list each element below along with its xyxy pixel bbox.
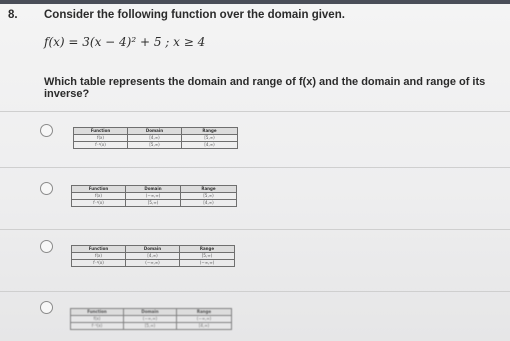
option-d-table: [70, 308, 232, 330]
table-cell: f⁻¹(x): [72, 260, 126, 267]
table-cell: [5,∞): [181, 193, 237, 200]
question-text: Consider the following function over the domain given.: [44, 9, 345, 21]
divider: [0, 229, 510, 230]
table-cell: (−∞,∞): [177, 316, 232, 323]
table-cell: f⁻¹(x): [71, 323, 124, 330]
question-prompt-line-1: Which table represents the domain and range of f(x) and the domain and range of its: [44, 76, 486, 88]
table-cell: f(x): [71, 316, 124, 323]
table-cell: [5,∞): [180, 253, 235, 260]
table-cell: f⁻¹(x): [72, 200, 126, 207]
divider: [0, 291, 510, 292]
table-cell: [5,∞): [126, 200, 181, 207]
option-a-radio[interactable]: [40, 124, 53, 137]
option-c-table: [71, 245, 235, 267]
column-header: Range: [180, 246, 235, 253]
table-cell: [4,∞): [126, 253, 180, 260]
function-formula: f(x) = 3(x − 4)² + 5 ; x ≥ 4: [44, 35, 206, 49]
option-b-table: [71, 185, 237, 207]
table-cell: [5,∞): [124, 323, 177, 330]
top-edge-bar: [0, 0, 510, 4]
table-cell: f(x): [72, 193, 126, 200]
column-header: Function: [74, 128, 128, 135]
table-cell: (−∞,∞): [126, 260, 180, 267]
divider: [0, 167, 510, 168]
column-header: Function: [72, 246, 126, 253]
column-header: Function: [71, 309, 124, 316]
divider: [0, 111, 510, 112]
table-cell: (−∞,∞): [126, 193, 181, 200]
column-header: Range: [181, 186, 237, 193]
option-a-table: [73, 127, 238, 149]
option-b-radio[interactable]: [40, 182, 53, 195]
table-cell: f(x): [72, 253, 126, 260]
table-cell: [4,∞): [177, 323, 232, 330]
table-cell: f⁻¹(x): [74, 142, 128, 149]
question-number: 8.: [8, 9, 18, 21]
table-cell: [5,∞): [182, 135, 238, 142]
table-cell: [4,∞): [128, 135, 182, 142]
question-prompt-line-2: inverse?: [44, 88, 90, 100]
table-cell: [4,∞): [181, 200, 237, 207]
column-header: Domain: [126, 246, 180, 253]
option-c-radio[interactable]: [40, 240, 53, 253]
column-header: Range: [177, 309, 232, 316]
column-header: Range: [182, 128, 238, 135]
table-cell: [5,∞): [128, 142, 182, 149]
column-header: Domain: [126, 186, 181, 193]
column-header: Domain: [124, 309, 177, 316]
table-cell: (−∞,∞): [180, 260, 235, 267]
table-cell: f(x): [74, 135, 128, 142]
column-header: Function: [72, 186, 126, 193]
column-header: Domain: [128, 128, 182, 135]
table-cell: [4,∞): [182, 142, 238, 149]
option-d-radio[interactable]: [40, 301, 53, 314]
table-cell: (−∞,∞): [124, 316, 177, 323]
